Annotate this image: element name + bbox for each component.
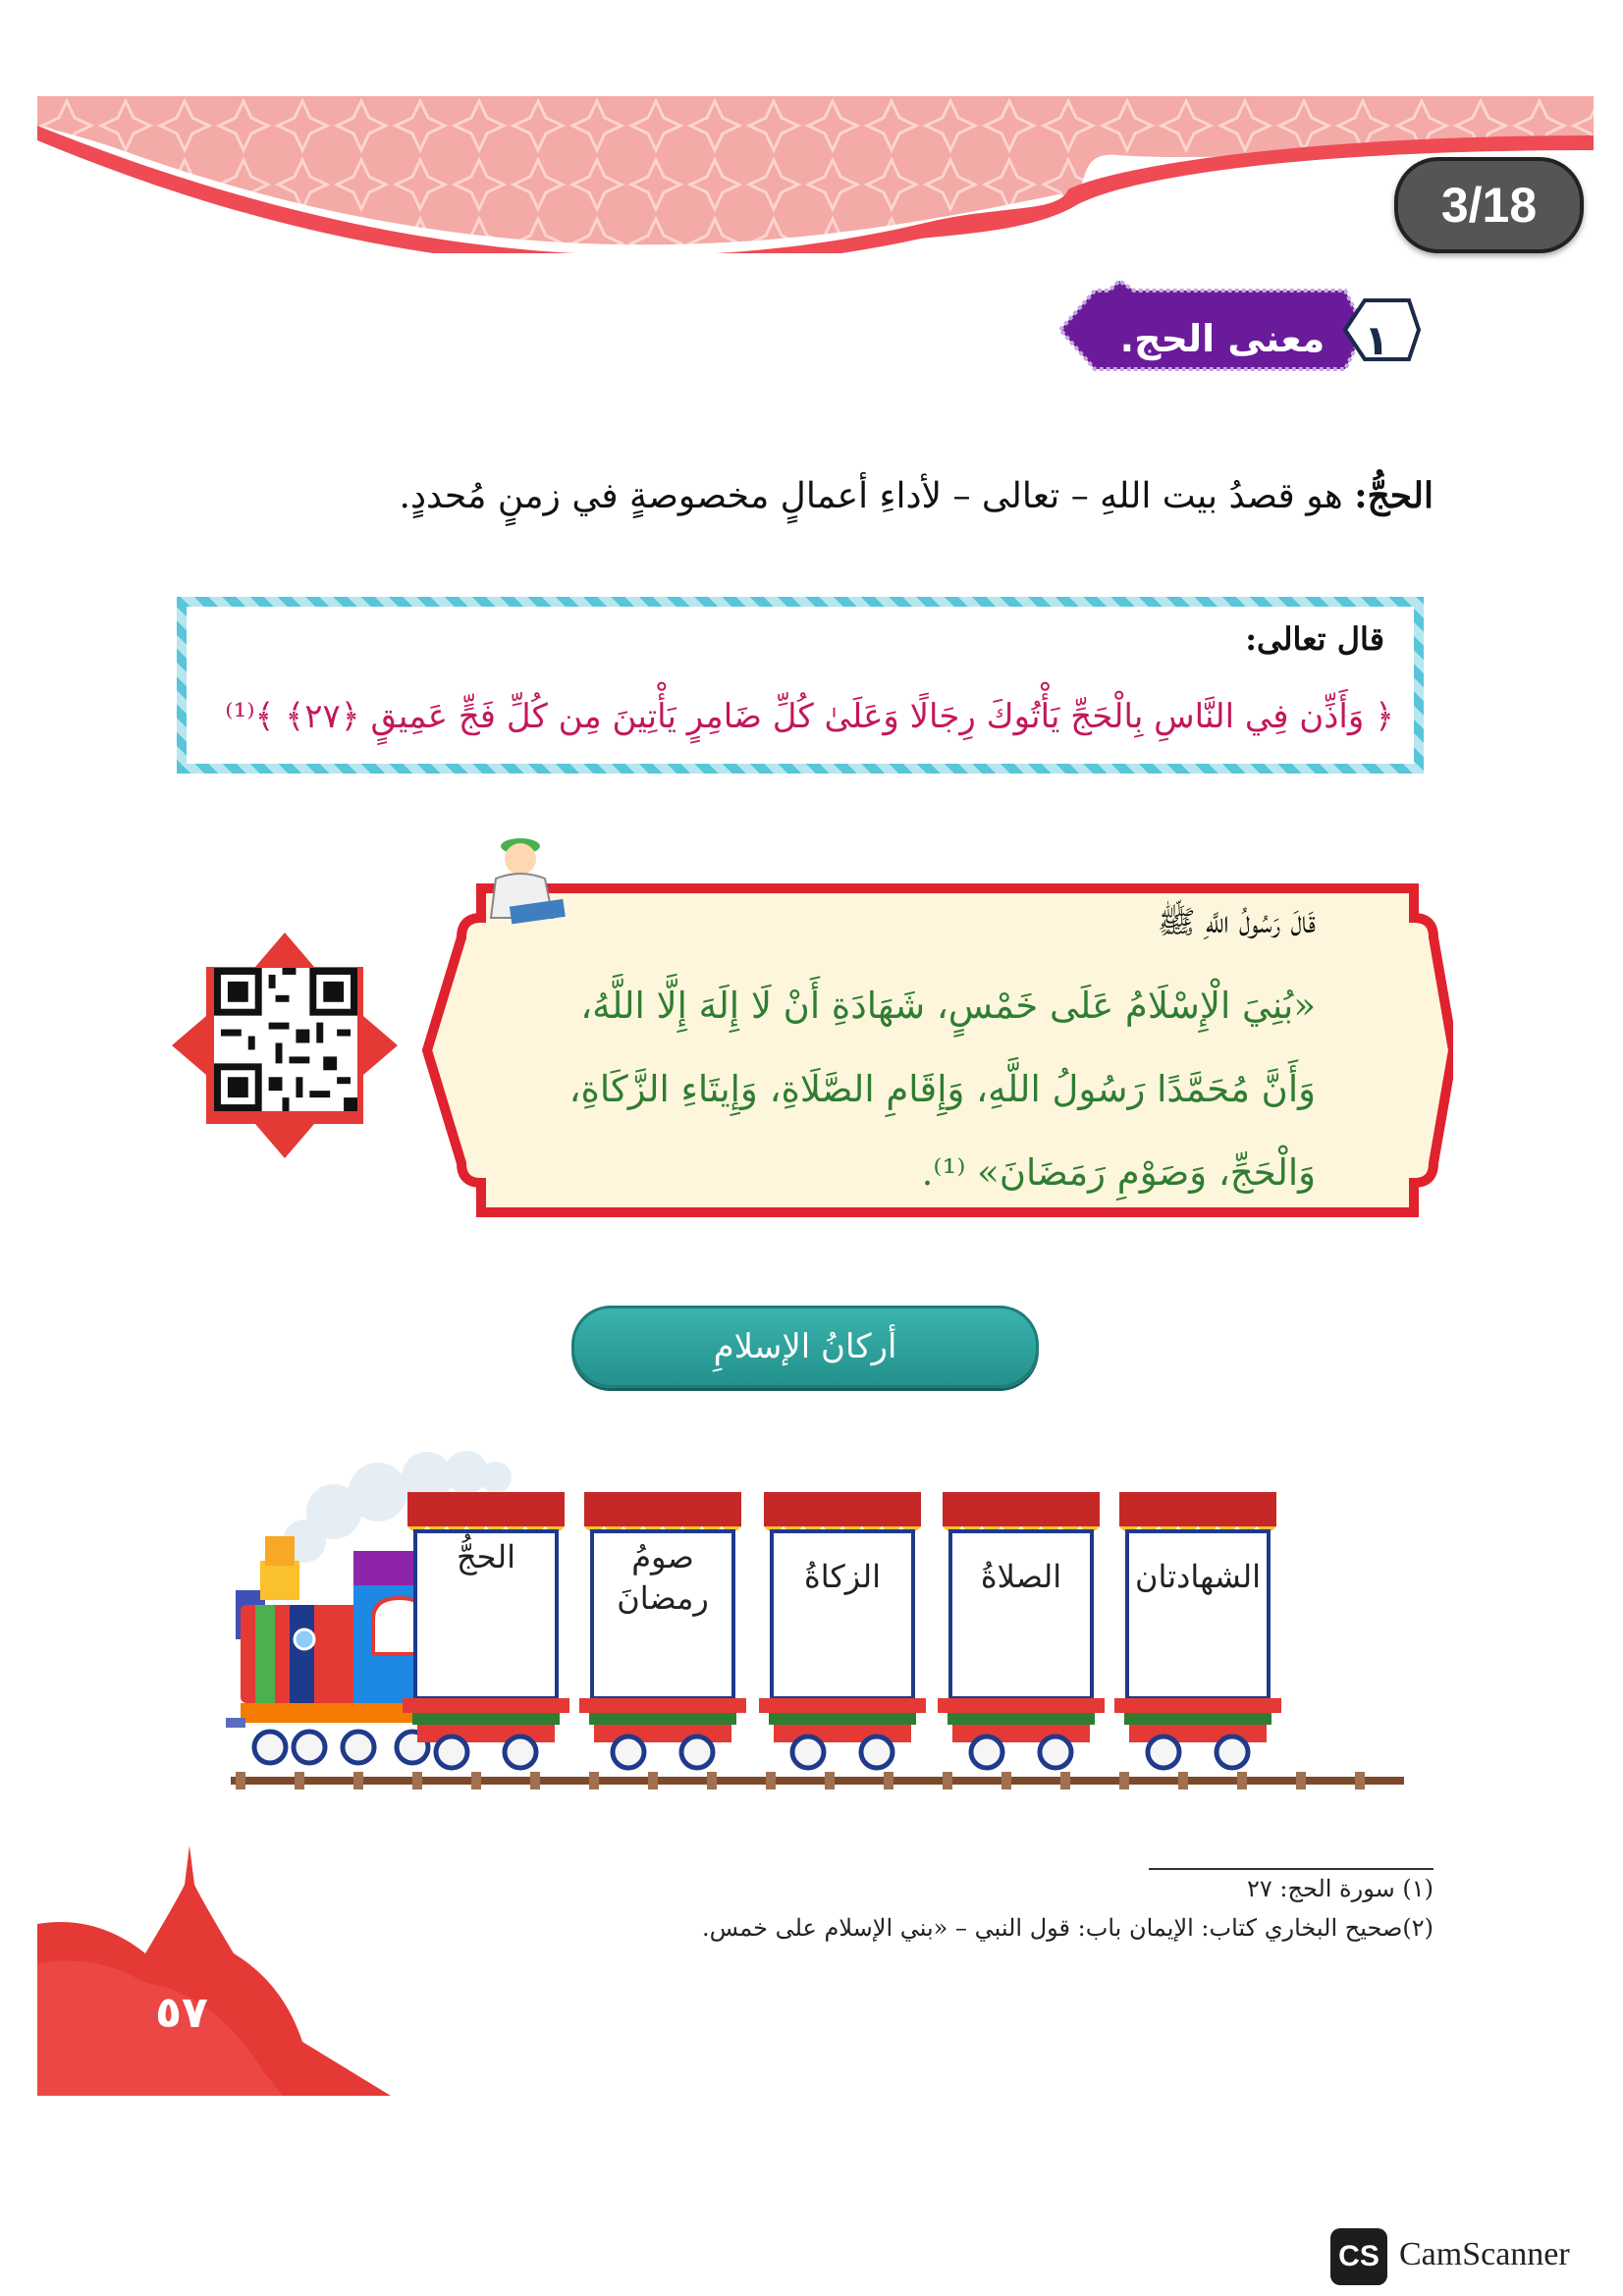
boy-reading-illustration bbox=[476, 825, 574, 933]
car-label-hajj-line1: الحجُّ bbox=[457, 1538, 515, 1575]
page-counter-badge: 3/18 bbox=[1394, 157, 1584, 253]
car-label-zakah bbox=[769, 1556, 916, 1597]
qr-code[interactable] bbox=[214, 968, 357, 1111]
car-label-shahada-line1: الشهادتان bbox=[1134, 1558, 1262, 1595]
hadith-intro: قَالَ رَسُولُ اللَّهِ ﷺ bbox=[1157, 903, 1316, 940]
car-label-sawm-line2: رمضانَ bbox=[617, 1579, 709, 1617]
section-number: ١ bbox=[1364, 316, 1389, 364]
verse-intro: قال تعالى: bbox=[1245, 620, 1384, 658]
train-graphic bbox=[216, 1423, 1409, 1796]
page-number: ٥٧ bbox=[155, 1988, 208, 2038]
pillars-train-illustration bbox=[216, 1423, 1409, 1796]
top-decorative-banner bbox=[37, 96, 1594, 253]
footnote-divider bbox=[1149, 1868, 1434, 1870]
footnote-2: (٢)صحيح البخاري كتاب: الإيمان باب: قول النبي – «بني الإسلام على خمس. bbox=[702, 1914, 1434, 1942]
car-label-shahada bbox=[1124, 1556, 1271, 1597]
car-label-hajj bbox=[412, 1536, 560, 1577]
definition-text: هو قصدُ بيت اللهِ – تعالى – لأداءِ أعمالٍ مخصوصةٍ في زمنٍ مُحددٍ. bbox=[399, 476, 1355, 516]
hajj-definition bbox=[373, 461, 1434, 530]
verse-text: ﴿ وَأَذِّن فِي النَّاسِ بِالْحَجِّ يَأْتُوكَ رِجَالًا وَعَلَىٰ كُلِّ ضَامِرٍ يَأْتِينَ مِن كُلِّ فَجٍّ عَمِيقٍ ﴿٢٧﴾ ﴾⁽¹⁾ bbox=[225, 697, 1394, 736]
car-label-salah-line1: الصلاةُ bbox=[980, 1558, 1062, 1595]
hadith-line-3: وَالْحَجِّ، وَصَوْمِ رَمَضَانَ» ⁽¹⁾. bbox=[921, 1151, 1316, 1194]
page-number-corner bbox=[37, 1845, 410, 2096]
car-label-salah bbox=[947, 1556, 1095, 1597]
section-title: معنى الحج. bbox=[1119, 317, 1325, 360]
hadith-line-1: «بُنِيَ الْإِسْلَامُ عَلَى خَمْسٍ، شَهَادَةِ أَنْ لَا إِلَهَ إِلَّا اللَّهُ، bbox=[580, 985, 1316, 1027]
camscanner-logo-icon: CS bbox=[1330, 2228, 1387, 2285]
car-label-zakah-line1: الزكاةُ bbox=[803, 1558, 882, 1595]
car-label-sawm bbox=[589, 1536, 736, 1619]
footnote-1: (١) سورة الحج: ٢٧ bbox=[1246, 1875, 1434, 1902]
hadith-line-2: وَأَنَّ مُحَمَّدًا رَسُولُ اللَّهِ، وَإِقَامِ الصَّلَاةِ، وَإِيتَاءِ الزَّكَاةِ، bbox=[568, 1068, 1316, 1110]
pillars-of-islam-title: أركانُ الإسلامِ bbox=[571, 1306, 1039, 1388]
camscanner-text: CamScanner bbox=[1399, 2236, 1570, 2272]
car-label-sawm-line1: صومُ bbox=[631, 1538, 694, 1575]
definition-term: الحجُّ: bbox=[1354, 475, 1434, 516]
